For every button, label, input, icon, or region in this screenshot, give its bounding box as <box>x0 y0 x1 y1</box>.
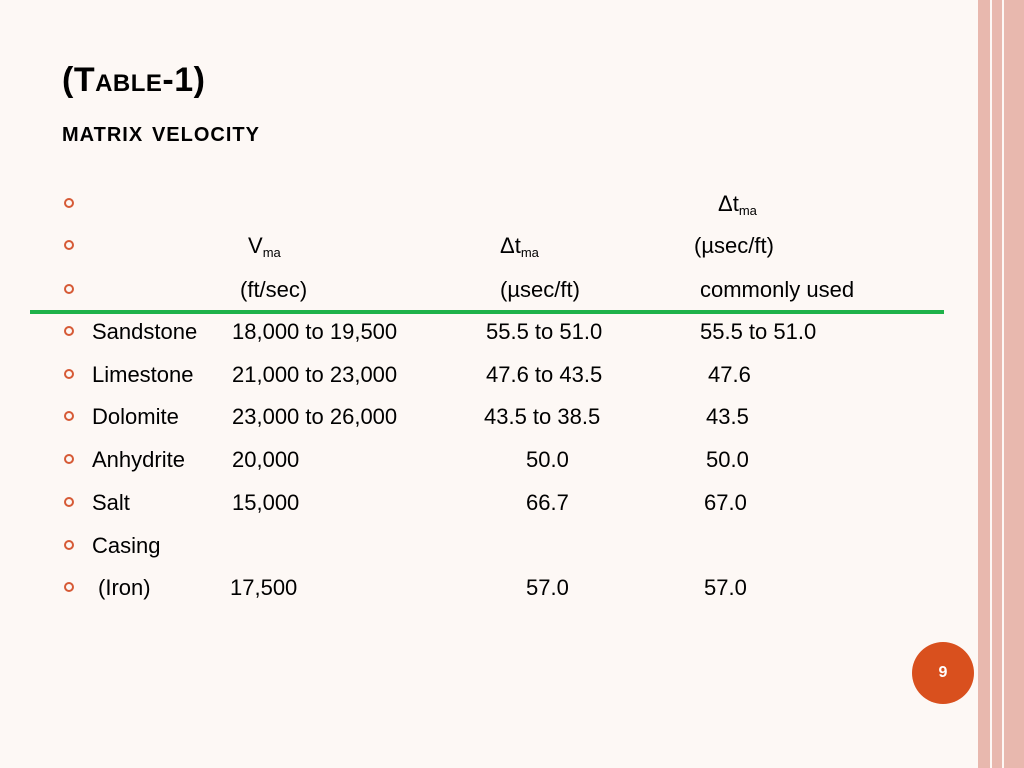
row-vma: 21,000 to 23,000 <box>232 362 398 387</box>
slide-subtitle: matrix velocity <box>62 116 260 147</box>
bullet-icon <box>64 326 74 336</box>
bullet-icon <box>64 582 74 592</box>
row-vma: 23,000 to 26,000 <box>232 404 398 429</box>
row-name: (Iron) <box>98 575 151 600</box>
row-vma: 20,000 <box>232 447 300 472</box>
bullet-icon <box>64 240 74 250</box>
bullet-icon <box>64 454 74 464</box>
decorative-stripe <box>1004 0 1024 768</box>
header-delta-t-ma: $\Delta t_{ma}$ <box>718 191 757 218</box>
row-common: 47.6 <box>708 362 751 387</box>
header-commonly-used: commonly used <box>700 277 855 302</box>
bullet-icon <box>64 540 74 550</box>
bullet-icon <box>64 411 74 421</box>
bullet-icon <box>64 497 74 507</box>
row-vma: 15,000 <box>232 490 300 515</box>
row-dtma: 47.6 to 43.5 <box>486 362 603 387</box>
row-dtma: 55.5 to 51.0 <box>486 319 603 344</box>
bullet-icon <box>64 284 74 294</box>
row-dtma: 66.7 <box>526 490 569 515</box>
row-dtma: 57.0 <box>526 575 569 600</box>
header-unit-ft-sec: (ft/sec) <box>240 277 308 302</box>
header-unit-usec-ft: (µsec/ft) <box>694 233 774 258</box>
row-common: 43.5 <box>706 404 749 429</box>
row-name: Salt <box>92 490 130 515</box>
row-common: 67.0 <box>704 490 747 515</box>
row-common: 50.0 <box>706 447 749 472</box>
row-common: 55.5 to 51.0 <box>700 319 817 344</box>
row-vma: 18,000 to 19,500 <box>232 319 398 344</box>
decorative-stripe <box>992 0 1002 768</box>
page-number-badge: 9 <box>912 642 974 704</box>
row-name: Dolomite <box>92 404 179 429</box>
header-delta-t-ma-2: $\Delta t_{ma}$ <box>500 233 539 260</box>
row-vma: 17,500 <box>230 575 298 600</box>
decorative-stripe <box>978 0 990 768</box>
row-common: 57.0 <box>704 575 747 600</box>
row-name: Anhydrite <box>92 447 185 472</box>
row-name: Sandstone <box>92 319 198 344</box>
header-divider <box>30 310 944 314</box>
row-name: Casing <box>92 533 161 558</box>
slide-title: (Table-1) <box>62 61 206 99</box>
header-v-ma: $V_{ma}$ <box>248 233 281 260</box>
header-unit-usec-ft-2: (µsec/ft) <box>500 277 580 302</box>
bullet-icon <box>64 369 74 379</box>
row-name: Limestone <box>92 362 194 387</box>
row-dtma: 50.0 <box>526 447 569 472</box>
bullet-icon <box>64 198 74 208</box>
row-dtma: 43.5 to 38.5 <box>484 404 601 429</box>
